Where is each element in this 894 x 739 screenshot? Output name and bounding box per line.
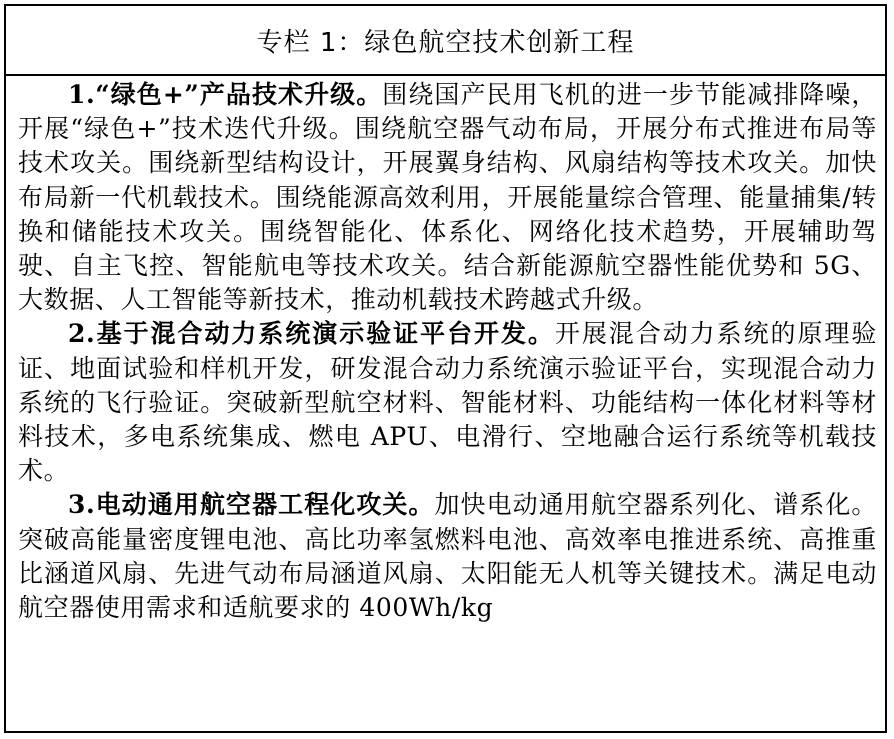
section-heading: 2.基于混合动力系统演示验证平台开发。 [68,319,555,349]
section-body: 加快电动通用航空器系列化、谱系化。突破高能量密度锂电池、高比功率氢燃料电池、高效率电推进系统、高推重比涵道风扇、先进气动布局涵道风扇、太阳能无人机等关键技术。满足电动航空器使用需求和适航要求的 400Wh/kg [18,490,878,623]
section-paragraph [18,78,877,317]
section-paragraph [18,317,877,488]
box-content [6,78,885,625]
box-title-row [6,6,885,76]
section-heading: 3.电动通用航空器工程化攻关。 [68,490,435,520]
feature-box [4,4,887,733]
section-body: 围绕国产民用飞机的进一步节能减排降噪，开展“绿色+”技术迭代升级。围绕航空器气动布局，开展分布式推进布局等技术攻关。围绕新型结构设计，开展翼身结构、风扇结构等技术攻关。加快布局新一代机载技术。围绕能源高效利用，开展能量综合管理、能量捕集/转换和储能技术攻关。围绕智能化、体系化、网络化技术趋势，开展辅助驾驶、自主飞控、智能航电等技术攻关。结合新能源航空器性能优势和 5G、大数据、人工智能等新技术，推动机载技术跨越式升级。 [18,80,877,315]
section-heading: 1.“绿色+”产品技术升级。 [68,80,383,109]
section-body: 开展混合动力系统的原理验证、地面试验和样机开发，研发混合动力系统演示验证平台，实现混合动力系统的飞行验证。突破新型航空材料、智能材料、功能结构一体化材料等材料技术，多电系统集成、燃电 APU、电滑行、空地融合运行系统等机载技术。 [18,319,877,486]
box-title: 专栏 1：绿色航空技术创新工程 [256,27,635,58]
section-paragraph [18,488,877,625]
